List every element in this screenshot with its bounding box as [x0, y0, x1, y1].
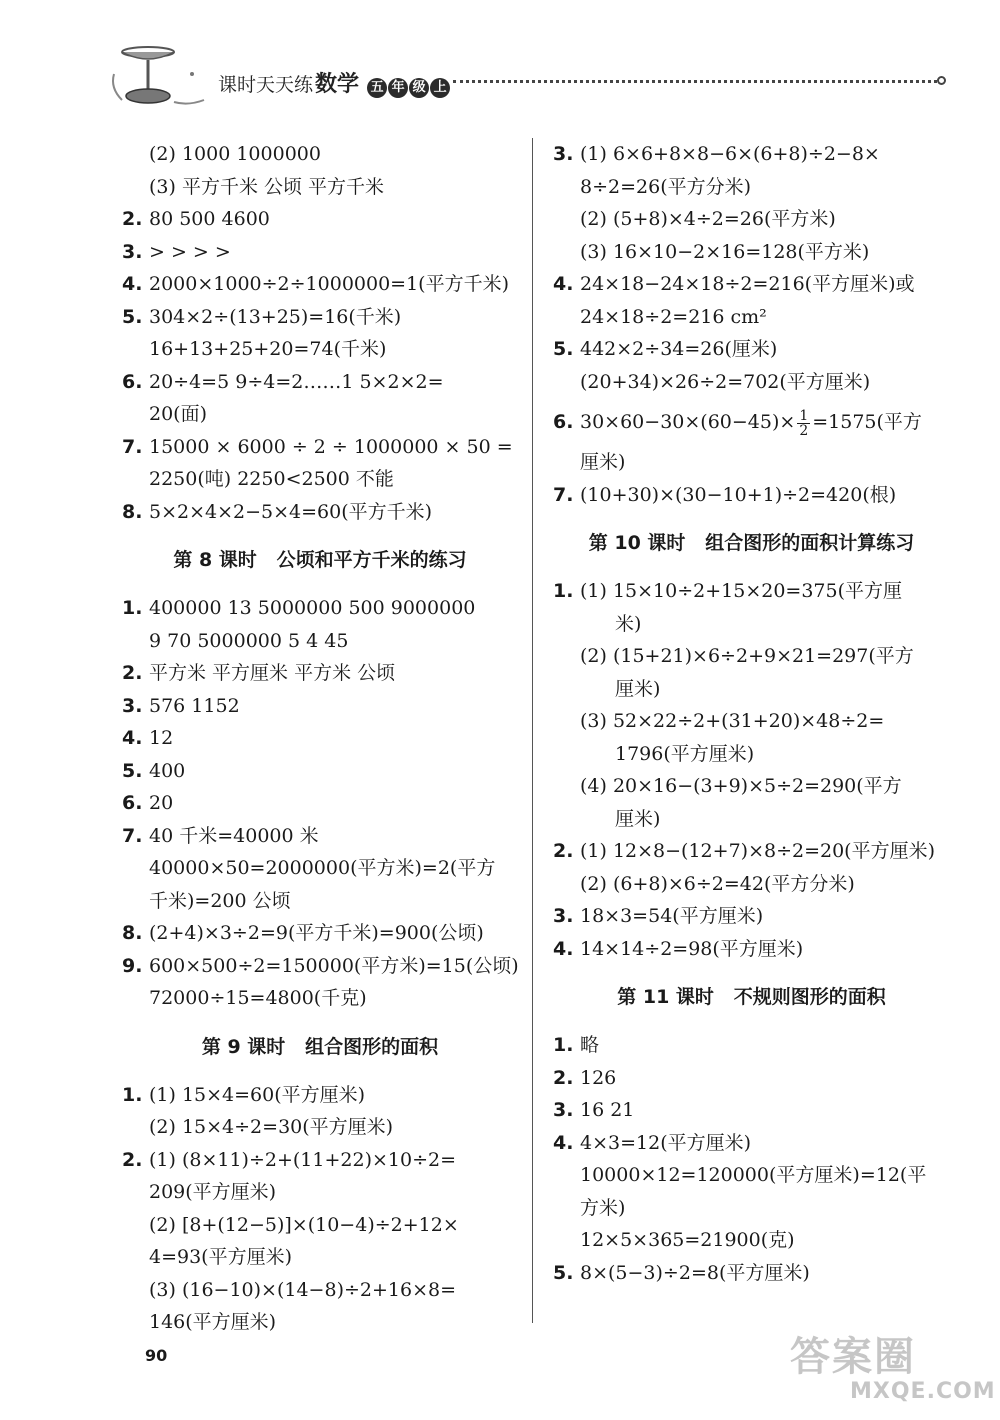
- answer-text: > > > >: [149, 240, 231, 263]
- item-number: 6.: [122, 370, 143, 393]
- answer-continuation: 9 70 5000000 5 4 45: [149, 629, 349, 652]
- answer-subitem: (3) 16×10−2×16=128(平方米): [580, 240, 870, 263]
- answer-text: 80 500 4600: [149, 208, 270, 230]
- answer-item: [122, 366, 518, 399]
- answer-text: 4×3=12(平方厘米): [580, 1131, 752, 1154]
- answer-text: (1) 15×4=60(平方厘米): [149, 1083, 366, 1106]
- item-number: 2.: [553, 840, 574, 862]
- answer-continuation: 12×5×365=21900(克): [580, 1229, 795, 1251]
- answer-subitem: (2) (15+21)×6÷2+9×21=297(平方: [580, 645, 914, 667]
- answer-item: [553, 138, 950, 171]
- answer-continuation: 2250(吨) 2250<2500 不能: [149, 468, 394, 490]
- answer-item: [553, 1257, 950, 1290]
- answer-continuation: 209(平方厘米): [149, 1181, 277, 1203]
- answer-item: [553, 900, 950, 933]
- answer-item: [553, 575, 950, 608]
- grade-badge: 五: [367, 78, 387, 98]
- section-heading: 第 8 课时 公顷和平方千米的练习: [173, 549, 467, 571]
- answer-continuation: (20+34)×26÷2=702(平方厘米): [580, 370, 871, 393]
- answer-text: (1) 15×10÷2+15×20=375(平方厘: [580, 580, 903, 602]
- item-number: 3.: [553, 143, 574, 165]
- fraction: [797, 409, 810, 438]
- answer-item: [122, 820, 518, 853]
- answer-text: 576 1152: [149, 694, 240, 717]
- item-number: 8.: [122, 922, 143, 944]
- answer-item: [553, 1029, 950, 1062]
- book-title: [218, 67, 451, 98]
- answer-subitem: (2) 1000 1000000: [149, 143, 321, 165]
- answer-text: 15000 × 6000 ÷ 2 ÷ 1000000 × 50 =: [149, 435, 513, 458]
- item-number: 4.: [122, 273, 143, 295]
- fraction-denominator: 2: [799, 422, 809, 439]
- answer-continuation: 8÷2=26(平方分米): [580, 175, 752, 198]
- answer-item: [122, 690, 518, 723]
- column-divider: [532, 138, 533, 1323]
- item-number: 6.: [122, 792, 143, 814]
- desk-lamp-logo-icon: [108, 44, 208, 112]
- answer-text: 12: [149, 727, 174, 749]
- answer-text: (1) 12×8−(12+7)×8÷2=20(平方厘米): [580, 840, 936, 862]
- answer-continuation: 24×18÷2=216 cm²: [580, 305, 767, 328]
- answer-continuation: 20(面): [149, 403, 208, 425]
- answer-text: (10+30)×(30−10+1)÷2=420(根): [580, 483, 897, 506]
- header-rule-end-dot: [937, 76, 946, 85]
- item-number: 2.: [553, 1066, 574, 1089]
- item-number: 3.: [122, 240, 143, 263]
- answer-item: [122, 203, 518, 236]
- item-number: 3.: [122, 694, 143, 717]
- answer-item: [122, 592, 518, 625]
- answer-text: (1) (8×11)÷2+(11+22)×10÷2=: [149, 1148, 457, 1171]
- answer-item: [122, 268, 518, 301]
- answer-item: [122, 950, 518, 983]
- answer-text: 442×2÷34=26(厘米): [580, 338, 778, 360]
- answer-continuation: 米): [615, 612, 642, 635]
- answer-text: (2+4)×3÷2=9(平方千米)=900(公顷): [149, 922, 484, 944]
- answer-subitem: (3) 52×22÷2+(31+20)×48÷2=: [580, 710, 885, 732]
- answer-text: 平方米 平方厘米 平方米 公顷: [149, 662, 396, 684]
- grade-badge: 年: [388, 78, 408, 98]
- answer-text: 5×2×4×2−5×4=60(平方千米): [149, 500, 433, 523]
- answer-text: 14×14÷2=98(平方厘米): [580, 937, 804, 960]
- item-number: 1.: [122, 1083, 143, 1106]
- answer-item: [122, 755, 518, 788]
- answer-continuation: 厘米): [615, 807, 661, 830]
- answer-continuation: 1796(平方厘米): [615, 742, 755, 765]
- item-number: 4.: [122, 727, 143, 749]
- watermark-url: MXQE.COM: [850, 1379, 996, 1404]
- item-number: 2.: [122, 1148, 143, 1171]
- answer-item: [122, 496, 518, 529]
- item-number: 2.: [122, 208, 143, 230]
- item-number: 1.: [553, 1034, 574, 1056]
- fraction-numerator: 1: [799, 407, 809, 424]
- answer-item: [553, 1094, 950, 1127]
- section-heading: 第 10 课时 组合图形的面积计算练习: [588, 532, 915, 554]
- item-number: 9.: [122, 954, 143, 977]
- watermark-logo: [790, 1334, 996, 1415]
- answer-item: [553, 333, 950, 366]
- answer-text: 略: [580, 1034, 600, 1056]
- answer-continuation: 146(平方厘米): [149, 1311, 277, 1333]
- item-number: 5.: [553, 338, 574, 360]
- answer-item: [122, 236, 518, 269]
- answer-text: 18×3=54(平方厘米): [580, 905, 764, 927]
- item-number: 3.: [553, 1099, 574, 1121]
- answer-subitem: (3) 平方千米 公顷 平方千米: [149, 175, 385, 198]
- grade-badges: [367, 74, 451, 98]
- answer-continuation: 72000÷15=4800(千克): [149, 987, 367, 1009]
- item-number: 5.: [122, 305, 143, 328]
- answer-continuation: 4=93(平方厘米): [149, 1246, 293, 1268]
- page-number: 90: [145, 1346, 168, 1365]
- answer-item: [553, 268, 950, 301]
- item-number: 1.: [553, 580, 574, 602]
- answer-continuation: 厘米): [580, 451, 626, 473]
- answer-text: 600×500÷2=150000(平方米)=15(公顷): [149, 954, 519, 977]
- answer-text: 8×(5−3)÷2=8(平方厘米): [580, 1261, 810, 1284]
- answer-text: 400000 13 5000000 500 9000000: [149, 597, 476, 619]
- answer-item: [122, 917, 518, 950]
- answer-text: 20÷4=5 9÷4=2……1 5×2×2=: [149, 370, 444, 393]
- item-number: 4.: [553, 1131, 574, 1154]
- answer-text: 30×60−30×(60−45)×: [580, 411, 796, 433]
- item-number: 8.: [122, 500, 143, 523]
- answer-text: 16 21: [580, 1099, 635, 1121]
- answer-continuation: 40000×50=2000000(平方米)=2(平方: [149, 857, 496, 879]
- item-number: 1.: [122, 597, 143, 619]
- answer-continuation: 10000×12=120000(平方厘米)=12(平: [580, 1164, 927, 1186]
- answer-text: 20: [149, 792, 174, 814]
- grade-badge: 上: [430, 78, 450, 98]
- answer-item: [553, 479, 950, 512]
- subject-name: 数学: [315, 72, 360, 97]
- header-dotted-rule: [453, 80, 937, 83]
- section-heading: 第 11 课时 不规则图形的面积: [617, 986, 886, 1008]
- answer-text: 2000×1000÷2÷1000000=1(平方千米): [149, 273, 510, 295]
- item-number: 6.: [553, 411, 574, 433]
- answer-subitem: (2) (5+8)×4÷2=26(平方米): [580, 208, 836, 230]
- answer-subitem: (2) [8+(12−5)]×(10−4)÷2+12×: [149, 1213, 459, 1236]
- answer-item: [122, 722, 518, 755]
- answer-item: [122, 787, 518, 820]
- answer-subitem: (2) 15×4÷2=30(平方厘米): [149, 1116, 394, 1138]
- item-number: 4.: [553, 273, 574, 295]
- answer-item: [553, 1062, 950, 1095]
- answer-item: [122, 1144, 518, 1177]
- item-number: 7.: [122, 824, 143, 847]
- answer-text: 126: [580, 1066, 617, 1089]
- page-header: [0, 0, 1000, 120]
- answer-text: 24×18−24×18÷2=216(平方厘米)或: [580, 273, 915, 295]
- item-number: 2.: [122, 662, 143, 684]
- answer-item: [553, 933, 950, 966]
- answer-subitem: (4) 20×16−(3+9)×5÷2=290(平方: [580, 775, 902, 797]
- right-answer-column: [553, 138, 950, 1289]
- answer-continuation: 方米): [580, 1196, 626, 1219]
- answer-text: 400: [149, 759, 186, 782]
- item-number: 7.: [553, 483, 574, 506]
- answer-continuation: 千米)=200 公顷: [149, 889, 291, 912]
- answer-item: [553, 1127, 950, 1160]
- answer-item: [122, 431, 518, 464]
- answer-item: [122, 657, 518, 690]
- answer-subitem: (3) (16−10)×(14−8)÷2+16×8=: [149, 1278, 457, 1301]
- answer-text: (1) 6×6+8×8−6×(6+8)÷2−8×: [580, 143, 880, 165]
- item-number: 5.: [122, 759, 143, 782]
- watermark-text: 答案圈: [790, 1334, 916, 1380]
- answer-text: 40 千米=40000 米: [149, 824, 319, 847]
- answer-continuation: 厘米): [615, 677, 661, 700]
- answer-item: [553, 835, 950, 868]
- grade-badge: 级: [409, 78, 429, 98]
- item-number: 7.: [122, 435, 143, 458]
- section-heading: 第 9 课时 组合图形的面积: [201, 1035, 439, 1058]
- answer-text: =1575(平方: [812, 411, 922, 433]
- answer-item: [122, 1079, 518, 1112]
- answer-text: 304×2÷(13+25)=16(千米): [149, 305, 402, 328]
- series-name: 课时天天练: [218, 74, 314, 96]
- answer-item: [553, 398, 950, 446]
- answer-subitem: (2) (6+8)×6÷2=42(平方分米): [580, 872, 855, 895]
- item-number: 4.: [553, 937, 574, 960]
- left-answer-column: [122, 138, 518, 1339]
- answer-continuation: 16+13+25+20=74(千米): [149, 338, 387, 360]
- item-number: 3.: [553, 905, 574, 927]
- answer-item: [122, 301, 518, 334]
- item-number: 5.: [553, 1261, 574, 1284]
